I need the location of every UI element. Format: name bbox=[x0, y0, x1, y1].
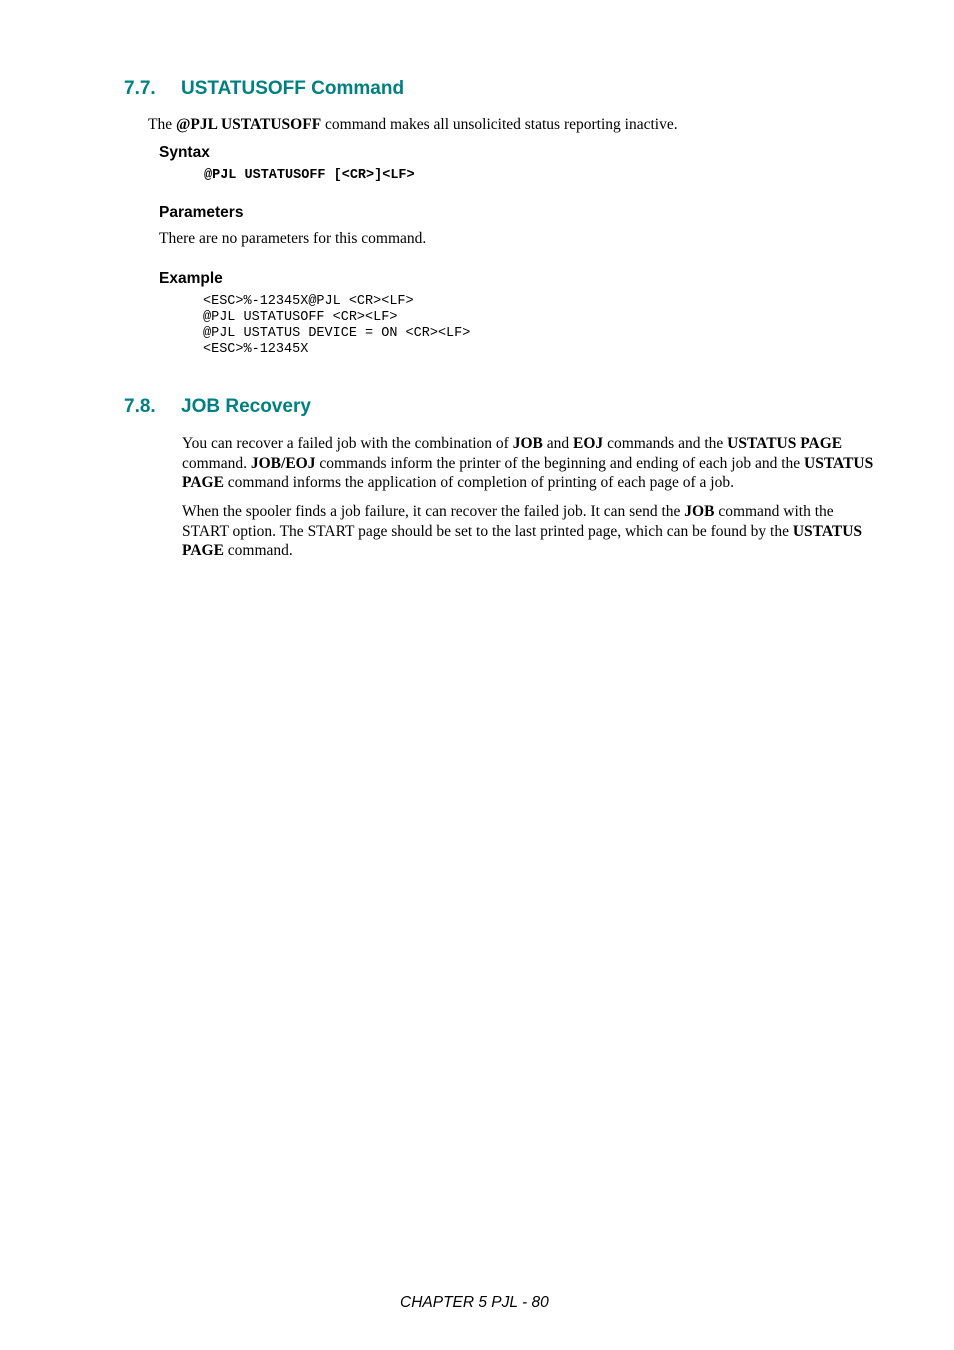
section-number: 7.8. bbox=[124, 396, 156, 417]
section-7-8-heading bbox=[124, 396, 311, 418]
section-title: USTATUSOFF Command bbox=[181, 78, 405, 99]
job-recovery-paragraph-1: You can recover a failed job with the combination of JOB and EOJ commands and the USTATUS PAGE command. JOB/EOJ commands inform the printer of the beginning and ending of each job and the USTATUS PAGE command informs the application of completion of printing of each page of a job. bbox=[182, 435, 874, 491]
section-number: 7.7. bbox=[124, 78, 156, 99]
example-heading: Example bbox=[159, 270, 223, 287]
syntax-code: @PJL USTATUSOFF [<CR>]<LF> bbox=[204, 168, 415, 183]
example-line: @PJL USTATUSOFF <CR><LF> bbox=[203, 310, 398, 325]
job-recovery-paragraph-2: When the spooler finds a job failure, it can recover the failed job. It can send the JOB command with the START option. The START page should be set to the last printed page, which can be found by the USTATUS PAGE command. bbox=[182, 503, 863, 559]
ustatusoff-intro: The @PJL USTATUSOFF command makes all unsolicited status reporting inactive. bbox=[148, 116, 678, 133]
example-line: @PJL USTATUS DEVICE = ON <CR><LF> bbox=[203, 326, 471, 341]
section-7-7-heading bbox=[124, 78, 404, 100]
section-title: JOB Recovery bbox=[181, 396, 311, 417]
parameters-text: There are no parameters for this command. bbox=[159, 230, 427, 247]
parameters-heading: Parameters bbox=[159, 204, 244, 221]
command-name: @PJL USTATUSOFF bbox=[175, 116, 322, 133]
example-line: <ESC>%-12345X@PJL <CR><LF> bbox=[203, 294, 414, 309]
page-footer: CHAPTER 5 PJL - 80 bbox=[400, 1294, 549, 1311]
example-line: <ESC>%-12345X bbox=[203, 342, 309, 357]
syntax-heading: Syntax bbox=[159, 144, 210, 161]
